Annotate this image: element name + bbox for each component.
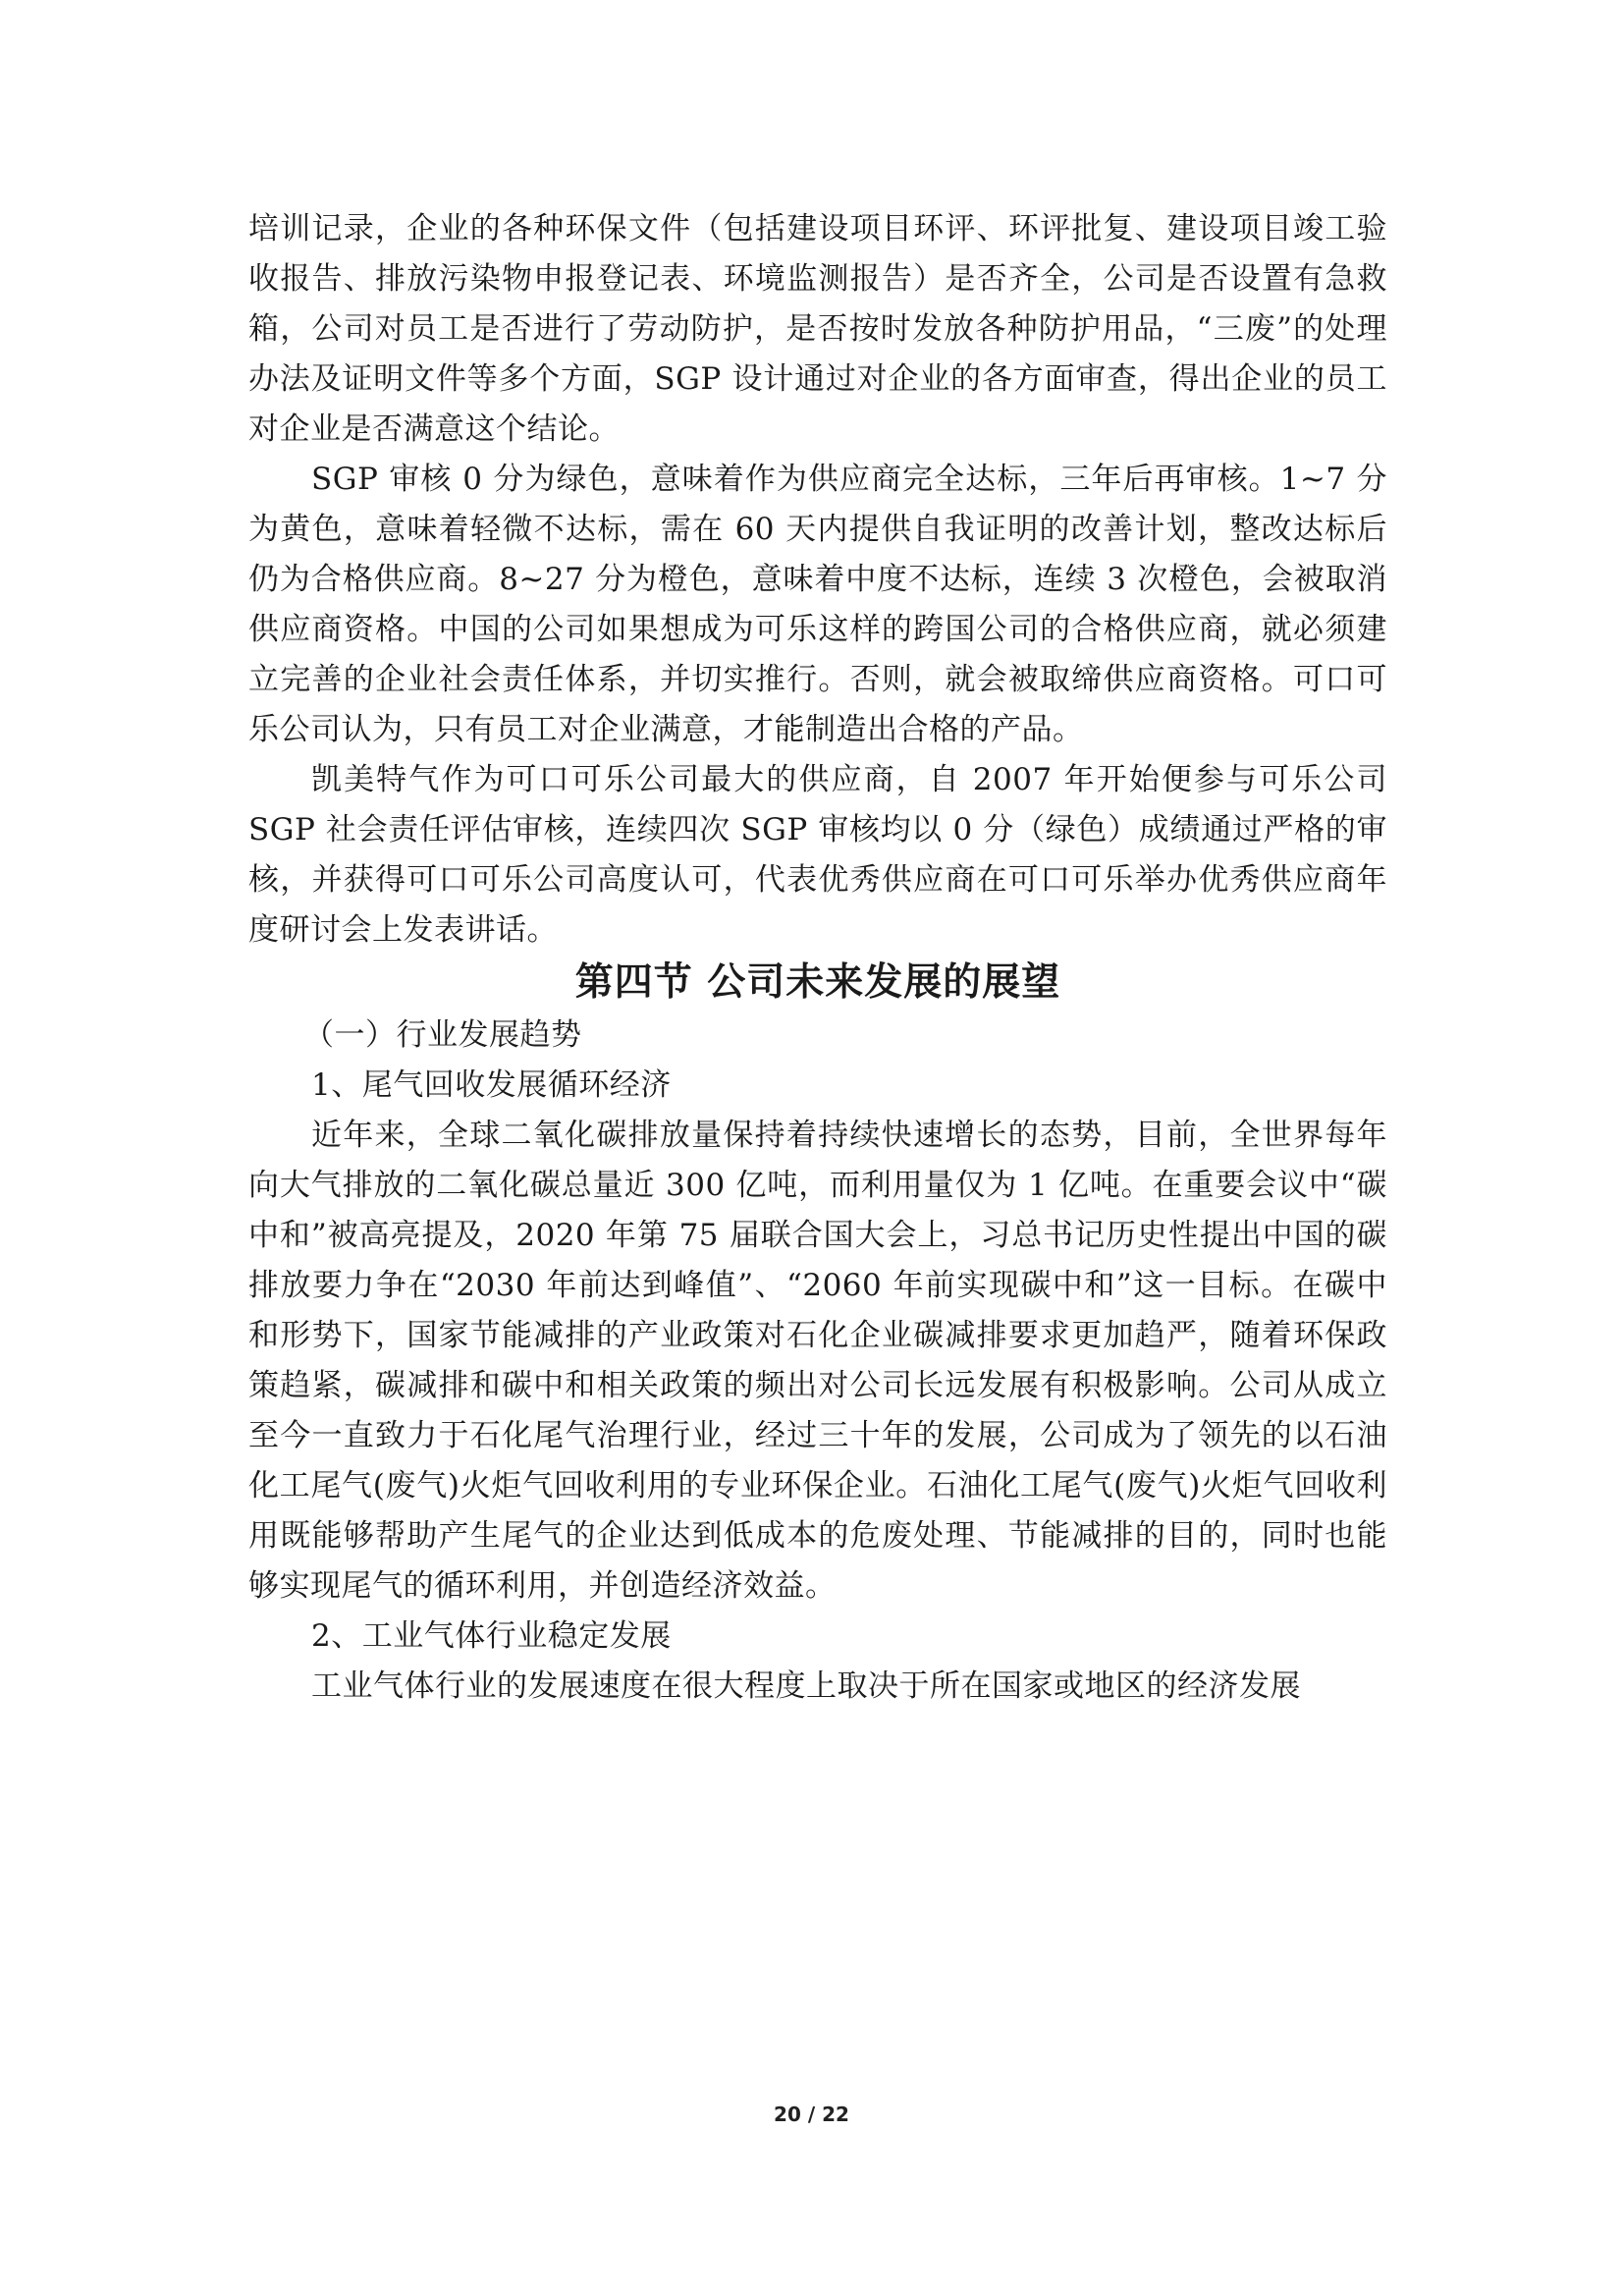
section-title: 第四节 公司未来发展的展望: [574, 960, 1061, 1005]
page-number: 20 / 22: [774, 2103, 849, 2126]
paragraph-sgp-scoring: SGP 审核 0 分为绿色，意味着作为供应商完全达标，三年后再审核。1~7 分为黄色，意味着轻微不达标，需在 60 天内提供自我证明的改善计划，整改达标后仍为合格供应商。8~27 分为橙色，意味着中度不达标，连续 3 次橙色，会被取消供应商资格。中国的公司如果想成为可乐这样的跨国公司的合格供应商，就必须建立完善的企业社会责任体系，并切实推行。否则，就会被取缔供应商资格。可口可乐公司认为，只有员工对企业满意，才能制造出合格的产品。: [248, 462, 1387, 747]
paragraph-sgp-audit-scope: 培训记录，企业的各种环保文件（包括建设项目环评、环评批复、建设项目竣工验收报告、排放污染物申报登记表、环境监测报告）是否齐全，公司是否设置有急救箱，公司对员工是否进行了劳动防护，是否按时发放各种防护用品，“三废”的处理办法及证明文件等多个方面，SGP 设计通过对企业的各方面审查，得出企业的员工对企业是否满意这个结论。: [248, 211, 1387, 447]
item-heading-industrial-gas: 2、工业气体行业稳定发展: [311, 1618, 672, 1654]
paragraph-carbon-emissions: 近年来，全球二氧化碳排放量保持着持续快速增长的态势，目前，全世界每年向大气排放的二氧化碳总量近 300 亿吨，而利用量仅为 1 亿吨。在重要会议中“碳中和”被高亮提及，2020 年第 75 届联合国大会上，习总书记历史性提出中国的碳排放要力争在“2030 年前达到峰值”、“2060 年前实现碳中和”这一目标。在碳中和形势下，国家节能减排的产业政策对石化企业碳减排要求更加趋严，随着环保政策趋紧，碳减排和碳中和相关政策的频出对公司长远发展有积极影响。公司从成立至今一直致力于石化尾气治理行业，经过三十年的发展，公司成为了领先的以石油化工尾气(废气)火炬气回收利用的专业环保企业。石油化工尾气(废气)火炬气回收利用既能够帮助产生尾气的企业达到低成本的危废处理、节能减排的目的，同时也能够实现尾气的循环利用，并创造经济效益。: [248, 1118, 1387, 1604]
page-content: [248, 204, 1387, 1712]
paragraph-industrial-gas-development: 工业气体行业的发展速度在很大程度上取决于所在国家或地区的经济发展: [311, 1668, 1301, 1704]
subsection-heading-industry-trends: （一）行业发展趋势: [303, 1017, 582, 1053]
paragraph-kaimeite-supplier: 凯美特气作为可口可乐公司最大的供应商，自 2007 年开始便参与可乐公司 SGP 社会责任评估审核，连续四次 SGP 审核均以 0 分（绿色）成绩通过严格的审核，并获得可口可乐公司高度认可，代表优秀供应商在可口可乐举办优秀供应商年度研讨会上发表讲话。: [248, 762, 1387, 948]
item-heading-tail-gas-recovery: 1、尾气回收发展循环经济: [311, 1067, 672, 1103]
